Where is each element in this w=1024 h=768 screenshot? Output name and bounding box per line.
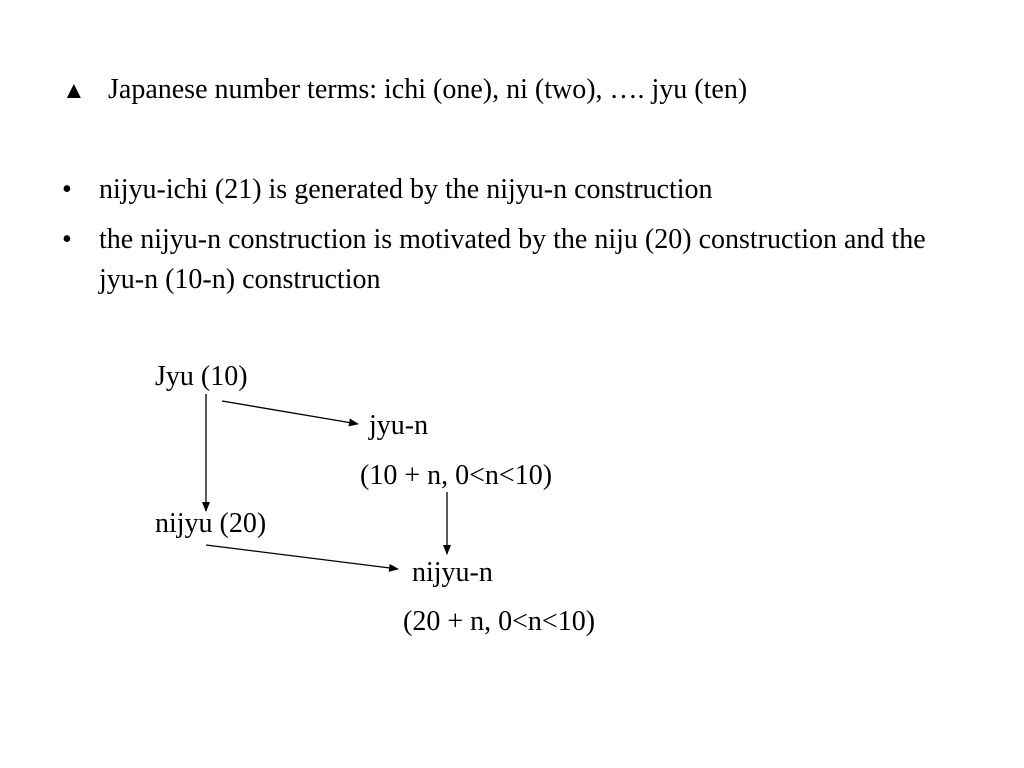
heading-text: Japanese number terms: ichi (one), ni (two), …. jyu (ten) xyxy=(108,74,748,105)
nijyu-n-node-label: nijyu-n xyxy=(412,557,493,588)
jyu-n-node-label: jyu-n xyxy=(369,410,429,441)
arrow-jyu-to-jyu-n xyxy=(222,401,358,424)
arrow-nijyu-to-nijyu-n xyxy=(206,545,398,569)
bullet-icon: • xyxy=(62,174,72,205)
bullet-text: the nijyu-n construction is motivated by the niju (20) construction and the jyu-n (10-n) construction xyxy=(99,224,926,295)
bullet-icon: • xyxy=(62,224,72,255)
bullet-text: nijyu-ichi (21) is generated by the nijyu-n construction xyxy=(99,174,713,205)
jyu-node-label: Jyu (10) xyxy=(155,361,248,392)
triangle-icon: ▲ xyxy=(62,78,86,104)
nijyu-n-formula: (20 + n, 0<n<10) xyxy=(403,606,596,637)
nijyu-node-label: nijyu (20) xyxy=(155,508,267,539)
jyu-n-formula: (10 + n, 0<n<10) xyxy=(360,460,553,491)
